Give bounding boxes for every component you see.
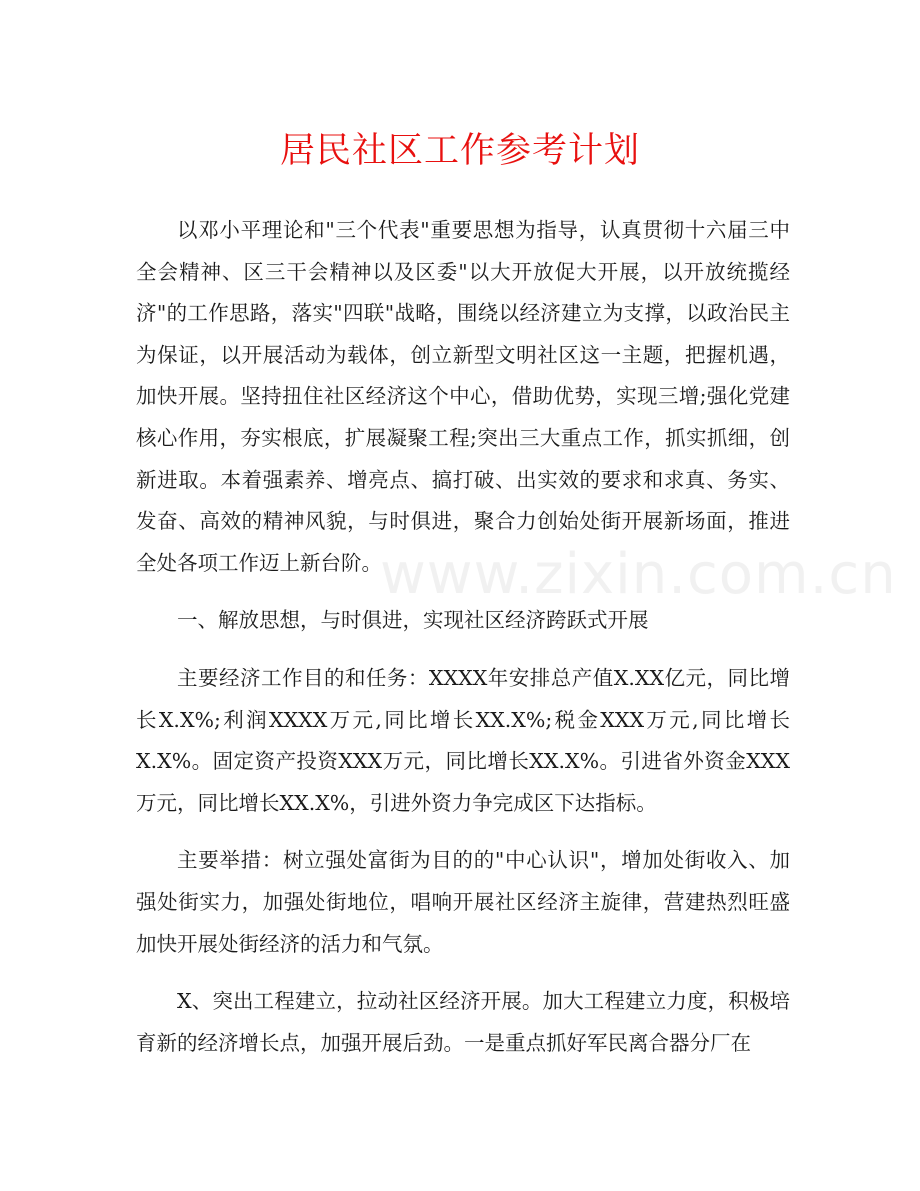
- document-body: [136, 210, 790, 1080]
- watermark: www.zixin.com.cn: [380, 542, 897, 607]
- paragraph-intro: 以邓小平理论和"三个代表"重要思想为指导，认真贯彻十六届三中全会精神、区三干会精神以及区委"以大开放促大开展，以开放统揽经济"的工作思路，落实"四联"战略，围绕以经济建立为支撑，以政治民主为保证，以开展活动为载体，创立新型文明社区这一主题，把握机遇，加快开展。坚持扭住社区经济这个中心，借助优势，实现三增;强化党建核心作用，夯实根底，扩展凝聚工程;突出三大重点工作，抓实抓细，创新进取。本着强素养、增亮点、搞打破、出实效的要求和求真、务实、发奋、高效的精神风貌，与时俱进，聚合力创始处街开展新场面，推进全处各项工作迈上新台阶。: [136, 218, 790, 575]
- paragraph-section-heading: 一、解放思想，与时俱进，实现社区经济跨跃式开展: [177, 608, 649, 633]
- paragraph-main-measures: 主要举措：树立强处富街为目的的"中心认识"，增加处街收入、加强处街实力，加强处街地位，唱响开展社区经济主旋律，营建热烈旺盛加快开展处街经济的活力和气氛。: [136, 848, 790, 956]
- paragraph-project-construction: X、突出工程建立，拉动社区经济开展。加大工程建立力度，积极培育新的经济增长点，加强开展后劲。一是重点抓好军民离合器分厂在: [136, 989, 790, 1055]
- paragraph-economic-targets: 主要经济工作目的和任务：XXXX年安排总产值X.XX亿元，同比增长X.X%;利润XXXX万元,同比增长XX.X%;税金XXX万元,同比增长X.X%。固定资产投资XXX万元，同比增长XX.X%。引进省外资金XXX万元，同比增长XX.X%，引进外资力争完成区下达指标。: [136, 665, 790, 815]
- document-title: 居民社区工作参考计划: [279, 131, 640, 171]
